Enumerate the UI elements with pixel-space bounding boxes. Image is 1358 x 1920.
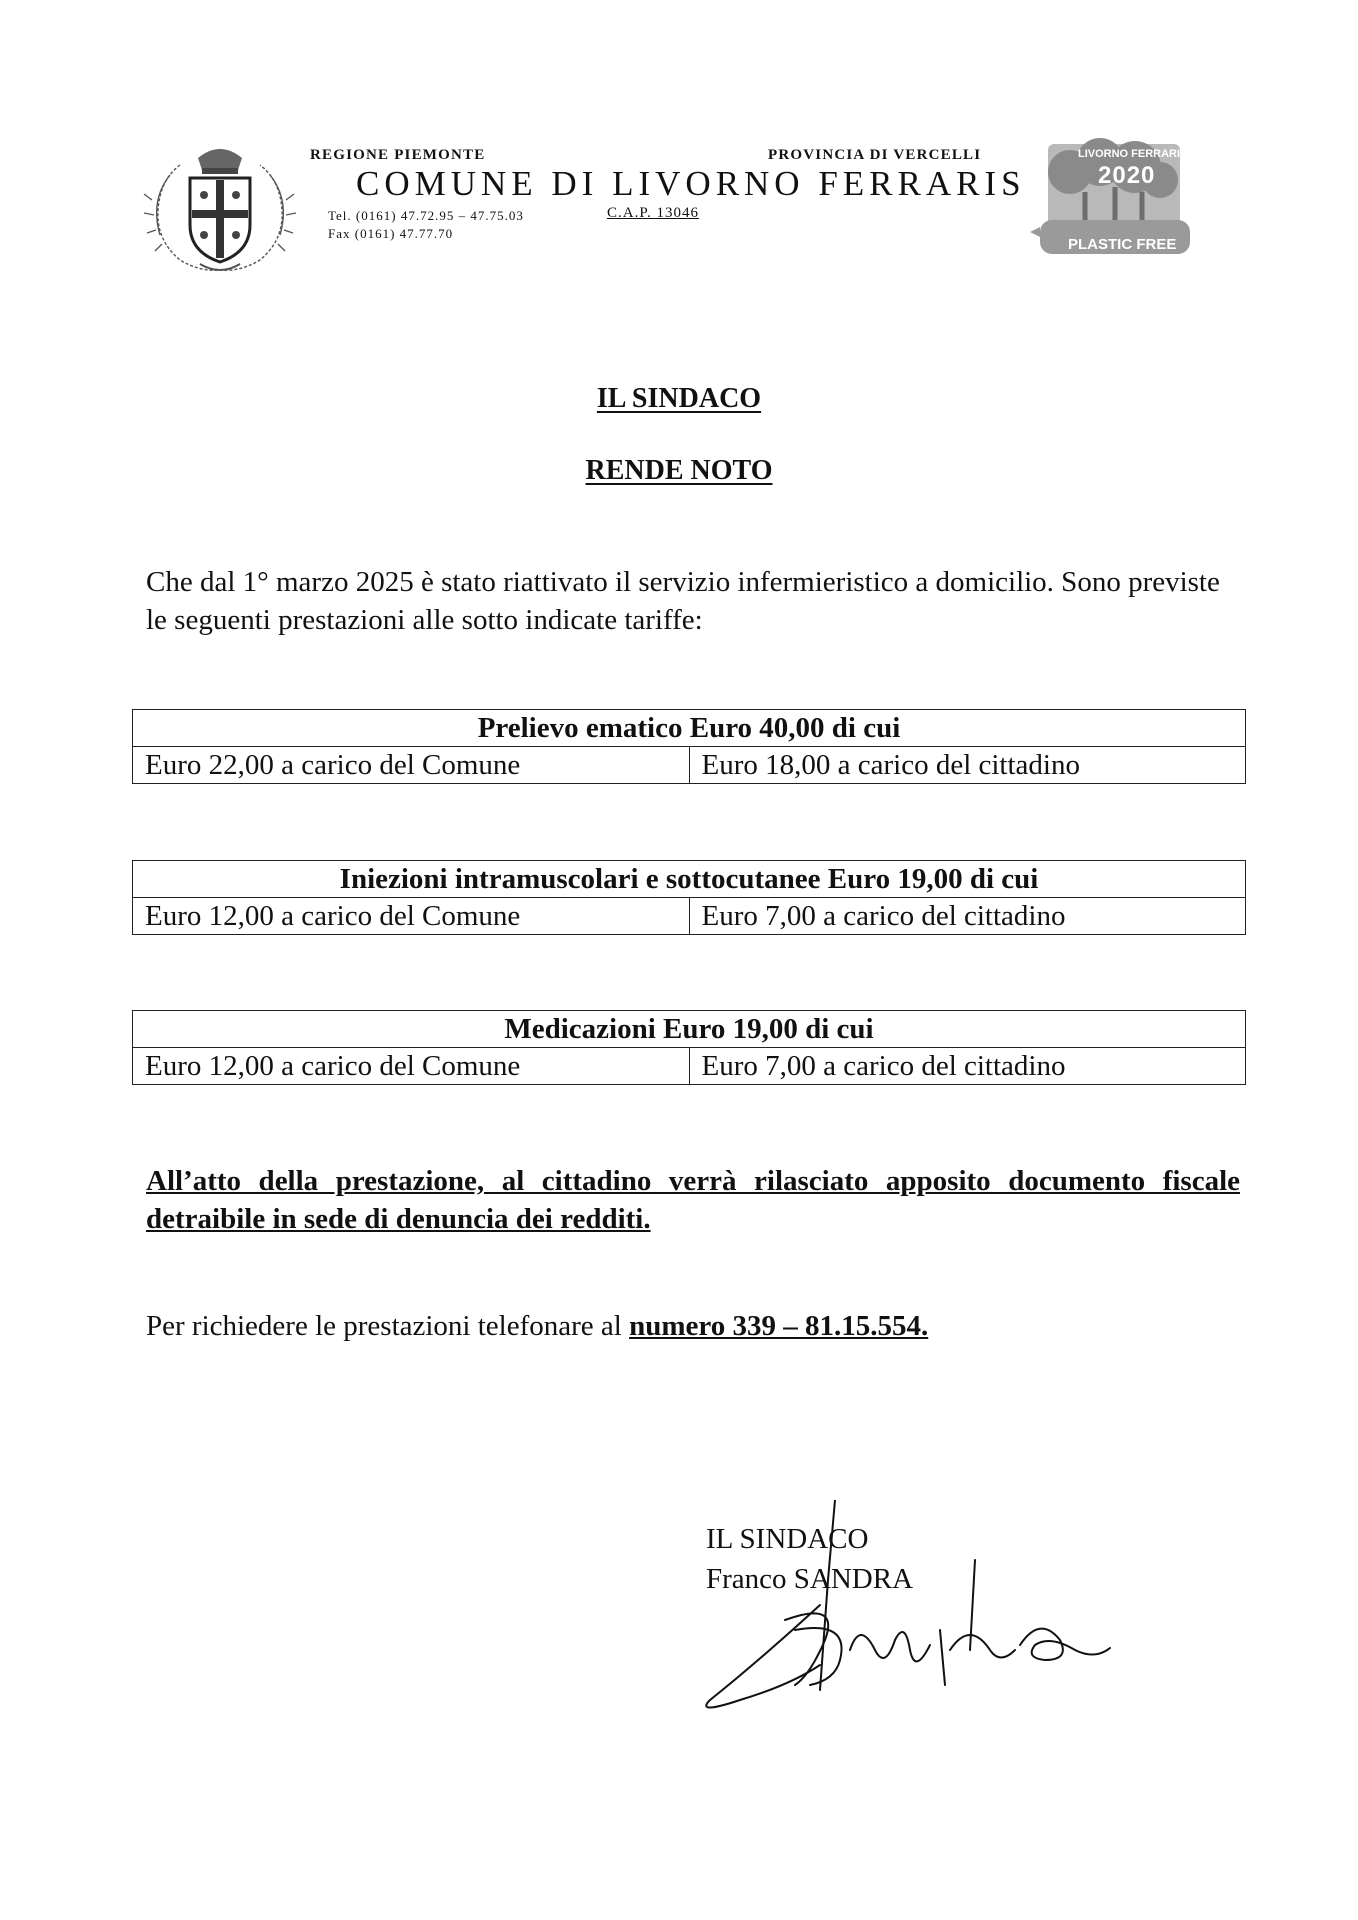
municipal-crest-icon [140, 140, 300, 280]
tariff-comune-share: Euro 12,00 a carico del Comune [133, 1048, 690, 1085]
contact-text: Per richiedere le prestazioni telefonare al [146, 1310, 630, 1342]
telephone-info: Tel. (0161) 47.72.95 – 47.75.03 [328, 208, 524, 223]
postal-code: C.A.P. 13046 [607, 205, 700, 221]
title-notice [0, 455, 1358, 487]
tariff-cittadino-share: Euro 7,00 a carico del cittadino [689, 898, 1246, 935]
tariff-comune-share: Euro 12,00 a carico del Comune [133, 898, 690, 935]
tariff-cittadino-share: Euro 7,00 a carico del cittadino [689, 1048, 1246, 1085]
tariff-table [132, 709, 1246, 784]
tariff-heading: Medicazioni Euro 19,00 di cui [133, 1011, 1246, 1048]
municipality-name: COMUNE DI LIVORNO FERRARIS [356, 164, 1026, 203]
logo-top-text: LIVORNO FERRARIS [1078, 148, 1188, 160]
province-label: PROVINCIA DI VERCELLI [768, 147, 982, 163]
tariff-cittadino-share: Euro 18,00 a carico del cittadino [689, 747, 1246, 784]
region-label: REGIONE PIEMONTE [310, 147, 486, 163]
fax-info: Fax (0161) 47.77.70 [328, 226, 454, 241]
tariff-table [132, 1010, 1246, 1085]
signature-title: IL SINDACO [706, 1523, 869, 1555]
tariff-heading: Iniezioni intramuscolari e sottocutanee Euro 19,00 di cui [133, 861, 1246, 898]
phone-number: numero 339 – 81.15.554. [629, 1310, 929, 1342]
tariff-table [132, 860, 1246, 935]
fiscal-notice: All’atto della prestazione, al cittadino verrà rilasciato apposito documento fiscale detraibile in sede di denuncia dei redditi. [146, 1165, 1240, 1235]
title-mayor-text: IL SINDACO [596, 383, 762, 414]
handwritten-signature-icon [700, 1500, 1120, 1740]
contact-line [146, 1310, 928, 1343]
intro-paragraph: Che dal 1° marzo 2025 è stato riattivato il servizio infermieristico a domicilio. Sono previste le seguenti prestazioni alle sotto indicate tariffe: [146, 566, 1220, 636]
logo-plastic-free-text: PLASTIC FREE [1068, 236, 1177, 253]
tariff-comune-share: Euro 22,00 a carico del Comune [133, 747, 690, 784]
signature-name: Franco SANDRA [706, 1563, 914, 1595]
logo-year: 2020 [1098, 162, 1156, 189]
tariff-heading: Prelievo ematico Euro 40,00 di cui [133, 710, 1246, 747]
title-notice-text: RENDE NOTO [585, 455, 773, 486]
title-mayor [0, 383, 1358, 415]
